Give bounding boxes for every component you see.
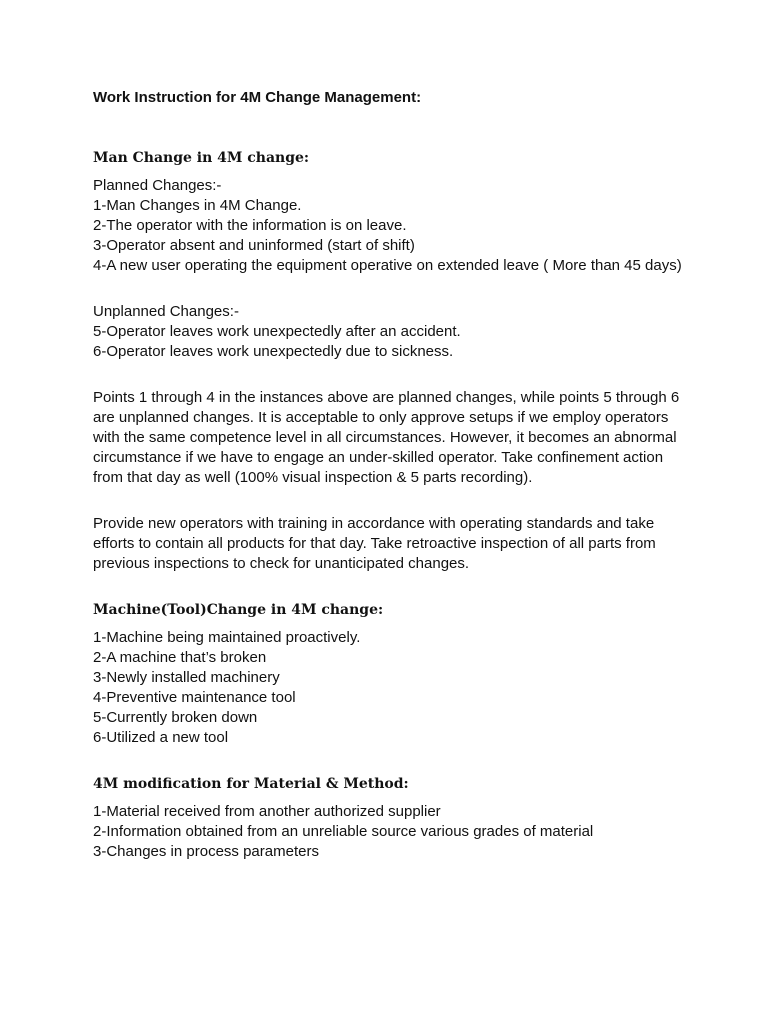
list-item: 2-The operator with the information is on leave. [93, 217, 407, 234]
list-item: 1-Man Changes in 4M Change. [93, 197, 302, 214]
planned-changes-list [93, 176, 683, 276]
list-item: 4-Preventive maintenance tool [93, 689, 296, 706]
list-item: 6-Utilized a new tool [93, 729, 229, 746]
list-item: 3-Newly installed machinery [93, 669, 280, 686]
man-change-paragraph-2: Provide new operators with training in accordance with operating standards and take efforts to contain all products for that day. Take retroactive inspection of all parts from previous inspections to check for unanticipated changes. [93, 515, 656, 572]
list-item: 1-Machine being maintained proactively. [93, 629, 361, 646]
material-method-list [93, 802, 683, 862]
unplanned-changes-label: Unplanned Changes:- [93, 303, 239, 320]
machine-change-list [93, 628, 683, 748]
document-page [93, 88, 683, 862]
list-item: 4-A new user operating the equipment operative on extended leave ( More than 45 days) [93, 257, 682, 274]
man-change-heading: Man Change in 4M change: [93, 150, 310, 166]
unplanned-changes-list [93, 302, 683, 362]
planned-changes-label: Planned Changes:- [93, 177, 222, 194]
list-item: 5-Currently broken down [93, 709, 258, 726]
list-item: 2-Information obtained from an unreliable source various grades of material [93, 823, 594, 840]
man-change-paragraph-1: Points 1 through 4 in the instances above are planned changes, while points 5 through 6 are unplanned changes. It is acceptable to only approve setups if we employ operators with the same competence level in all circumstances. However, it becomes an abnormal circumstance if we have to engage an under-skilled operator. Take confinement action from that day as well (100% visual inspection & 5 parts recording). [93, 389, 680, 486]
machine-change-heading: Machine(Tool)Change in 4M change: [93, 602, 384, 618]
material-method-heading: 4M modification for Material & Method: [93, 776, 409, 792]
list-item: 3-Changes in process parameters [93, 843, 319, 860]
list-item: 1-Material received from another authorized supplier [93, 803, 441, 820]
document-title: Work Instruction for 4M Change Management: [93, 89, 422, 106]
list-item: 3-Operator absent and uninformed (start of shift) [93, 237, 415, 254]
list-item: 6-Operator leaves work unexpectedly due to sickness. [93, 343, 454, 360]
list-item: 2-A machine that’s broken [93, 649, 267, 666]
list-item: 5-Operator leaves work unexpectedly after an accident. [93, 323, 461, 340]
